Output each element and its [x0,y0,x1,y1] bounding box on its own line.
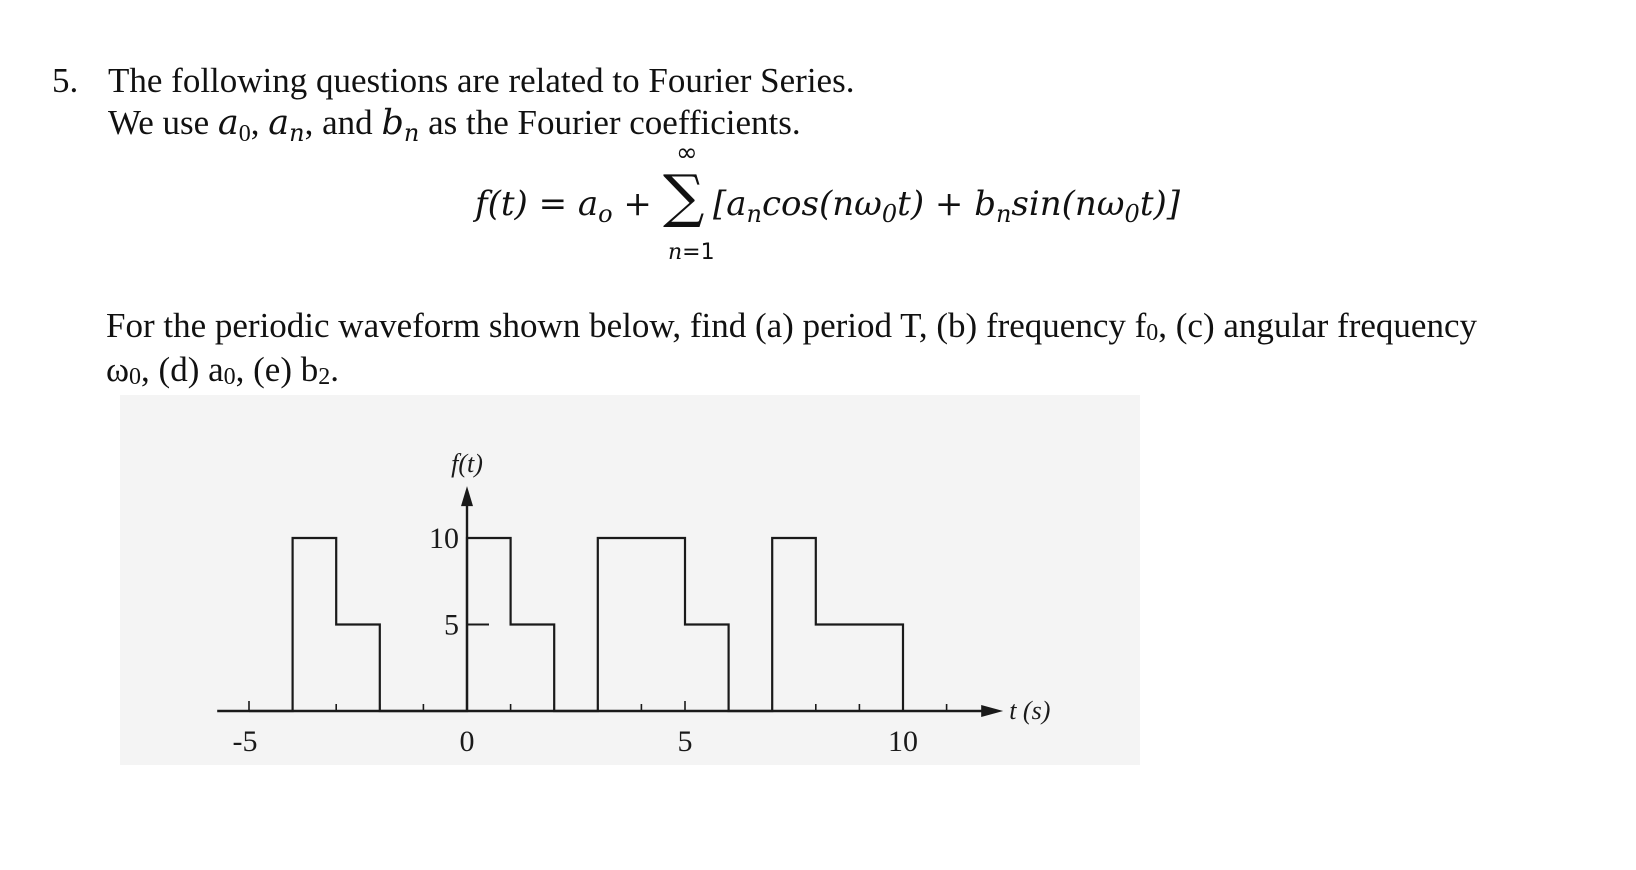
x-tick-label: 5 [677,725,693,758]
prompt-line-1-text: For the periodic waveform shown below, find (a) period T, (b) frequency f [106,306,1147,345]
prompt-line-1-end: , (c) angular frequency [1158,306,1477,345]
y-axis-label: f(t) [451,449,483,479]
coef-bn-sub: n [403,119,420,147]
prompt-a0-sub: 0 [223,364,236,390]
sum-lower-rest: =1 [682,240,715,265]
formula-body-open: [a [713,184,747,224]
question-line-2-suffix: as the Fourier coefficients. [419,103,801,142]
formula-mid: t) + b [897,184,996,224]
separator-1: , [250,103,269,142]
coef-an-sub: n [289,119,305,147]
coef-a0: a [217,103,239,143]
separator-2: , and [304,103,382,142]
x-tick-label: 10 [888,725,918,758]
y-tick-label: 5 [444,608,459,642]
question-line-2-prefix: We use [108,103,218,142]
question-number: 5. [52,61,79,100]
formula-bn-sub: n [995,200,1012,228]
sum-lower-var: n [668,240,683,265]
sum-symbol: ∑ [663,162,705,230]
question-line-1: The following questions are related to Fourier Series. [108,61,855,100]
formula-lhs: f(t) = a [475,184,599,224]
formula-w-sub-2: 0 [1124,200,1140,228]
prompt-omega: ω [106,350,130,389]
prompt-line-2-end: . [330,350,340,389]
formula-lhs-sub: o [598,200,613,228]
x-tick-label: -5 [232,725,258,758]
sum-upper-limit: ∞ [676,138,698,168]
coef-an: a [268,103,290,143]
formula-close: t)] [1139,184,1181,224]
x-axis-label: t (s) [1009,696,1051,725]
prompt-part-e: , (e) b [235,350,319,389]
coef-bn: b [381,103,404,143]
formula-plus: + [612,184,652,224]
prompt-part-d: , (d) a [141,350,224,389]
prompt-b2-sub: 2 [318,364,331,390]
formula-cos: cos(nω [762,184,882,224]
formula-w-sub-1: 0 [881,200,898,228]
formula-an-sub: n [746,200,763,228]
x-tick-label: 0 [459,725,475,758]
prompt-f0-sub: 0 [1146,320,1159,346]
formula-sin: sin(nω [1011,184,1125,224]
y-tick-label: 10 [429,522,459,555]
prompt-omega-sub: 0 [129,364,142,390]
coef-a0-sub: 0 [238,121,251,147]
